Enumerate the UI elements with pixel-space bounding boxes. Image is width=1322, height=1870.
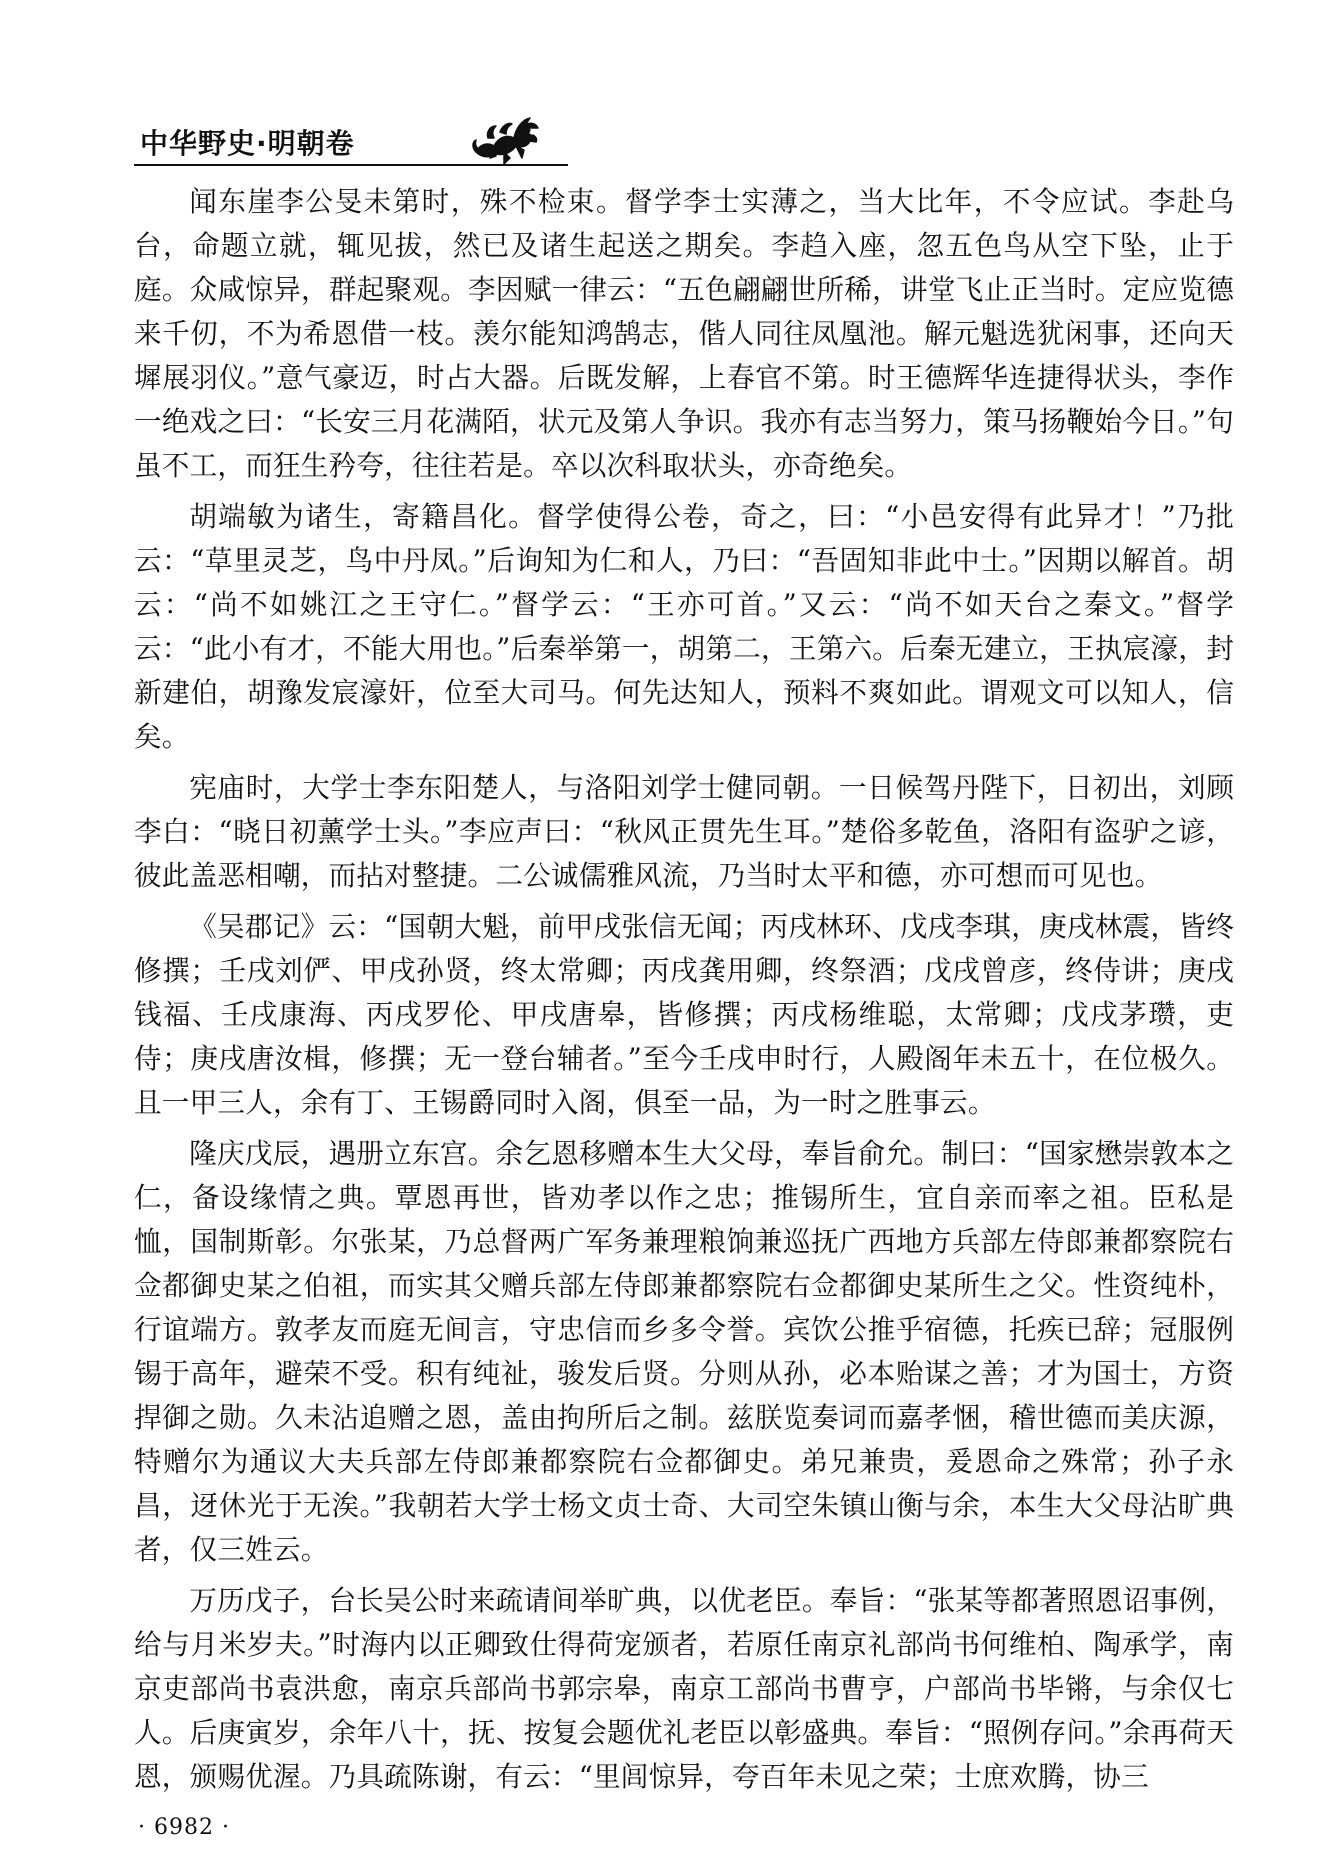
paragraph: 隆庆戊辰，遇册立东宫。余乞恩移赠本生大父母，奉旨俞允。制曰：“国家懋崇敦本之仁，备设缘情之典。覃恩再世，皆劝孝以作之忠；推锡所生，宜自亲而率之祖。臣私是恤，国制斯彰。尔张某，乃总督两广军务兼理粮饷兼巡抚广西地方兵部左侍郎兼都察院右佥都御史某之伯祖，而实其父赠兵部左侍郎兼都察院右佥都御史某所生之父。性资纯朴，行谊端方。敦孝友而庭无间言，守忠信而乡多令誉。宾饮公推乎宿德，托疾已辞；冠服例锡于高年，避荣不受。积有纯祉，骏发后贤。分则从孙，必本贻谋之善；才为国士，方资捍御之勋。久未沾追赠之恩，盖由拘所后之制。兹朕览奏词而嘉孝悃，稽世德而美庆源，特赠尔为通议大夫兵部左侍郎兼都察院右佥都御史。弟兄兼贵，爰恩命之殊常；孙子永昌，迓休光于无涘。”我朝若大学士杨文贞士奇、大司空朱镇山衡与余，本生大父母沾旷典者，仅三姓云。 <box>134 1137 1234 1566</box>
paragraph: 万历戊子，台长吴公时来疏请间举旷典，以优老臣。奉旨：“张某等都著照恩诏事例，给与月米岁夫。”时海内以正卿致仕得荷宠颁者，若原任南京礼部尚书何维柏、陶承学，南京吏部尚书袁洪愈，南京兵部尚书郭宗皋，南京工部尚书曹亨，户部尚书毕锵，与余仅七人。后庚寅岁，余年八十，抚、按复会题优礼老臣以彰盛典。奉旨：“照例存问。”余再荷天恩，颁赐优渥。乃具疏陈谢，有云：“里闾惊异，夸百年未见之荣；士庶欢腾，协三 <box>134 1584 1234 1793</box>
page-number: · 6982 · <box>138 1815 230 1840</box>
paragraph: 宪庙时，大学士李东阳楚人，与洛阳刘学士健同朝。一日候驾丹陛下，日初出，刘顾李白：“晓日初薰学士头。”李应声曰：“秋风正贯先生耳。”楚俗多乾鱼，洛阳有盗驴之谚，彼此盖恶相嘲，而拈对整捷。二公诚儒雅风流，乃当时太平和德，亦可想而可见也。 <box>134 771 1234 892</box>
paragraph: 闻东崖李公旻未第时，殊不检束。督学李士实薄之，当大比年，不令应试。李赴乌台，命题立就，辄见拔，然已及诸生起送之期矣。李趋入座，忽五色鸟从空下坠，止于庭。众咸惊异，群起聚观。李因赋一律云：“五色翩翩世所稀，讲堂飞止正当时。定应览德来千仞，不为希恩借一枝。羡尔能知鸿鹄志，偕人同往凤凰池。解元魁选犹闲事，还向天墀展羽仪。”意气豪迈，时占大器。后既发解，上春官不第。时王德辉华连捷得状头，李作一绝戏之曰：“长安三月花满陌，状元及第人争识。我亦有志当努力，策马扬鞭始今日。”句虽不工，而狂生矜夸，往往若是。卒以次科取状头，亦奇绝矣。 <box>134 185 1234 482</box>
book-title: 中华野史·明朝卷 <box>140 127 355 160</box>
paragraph: 胡端敏为诸生，寄籍昌化。督学使得公卷，奇之，曰：“小邑安得有此异才！”乃批云：“草里灵芝，鸟中丹凤。”后询知为仁和人，乃曰：“吾固知非此中士。”因期以解首。胡云：“尚不如姚江之王守仁。”督学云：“王亦可首。”又云：“尚不如天台之秦文。”督学云：“此小有才，不能大用也。”后秦举第一，胡第二，王第六。后秦无建立，王执宸濠，封新建伯，胡豫发宸濠奸，位至大司马。何先达知人，预料不爽如此。谓观文可以知人，信矣。 <box>134 500 1234 753</box>
dragon-icon <box>470 108 544 166</box>
paragraph: 《吴郡记》云：“国朝大魁，前甲戌张信无闻；丙戌林环、戊戌李琪，庚戌林震，皆终修撰；壬戌刘俨、甲戌孙贤，终太常卿；丙戌龚用卿，终祭酒；戊戌曾彦，终侍讲；庚戌钱福、壬戌康海、丙戌罗伦、甲戌唐皋，皆修撰；丙戌杨维聪，太常卿；戊戌茅瓒，吏侍；庚戌唐汝楫，修撰；无一登台辅者。”至今壬戌申时行，人殿阁年未五十，在位极久。且一甲三人，余有丁、王锡爵同时入阁，俱至一品，为一时之胜事云。 <box>134 910 1234 1119</box>
article-body <box>134 180 1234 1806</box>
